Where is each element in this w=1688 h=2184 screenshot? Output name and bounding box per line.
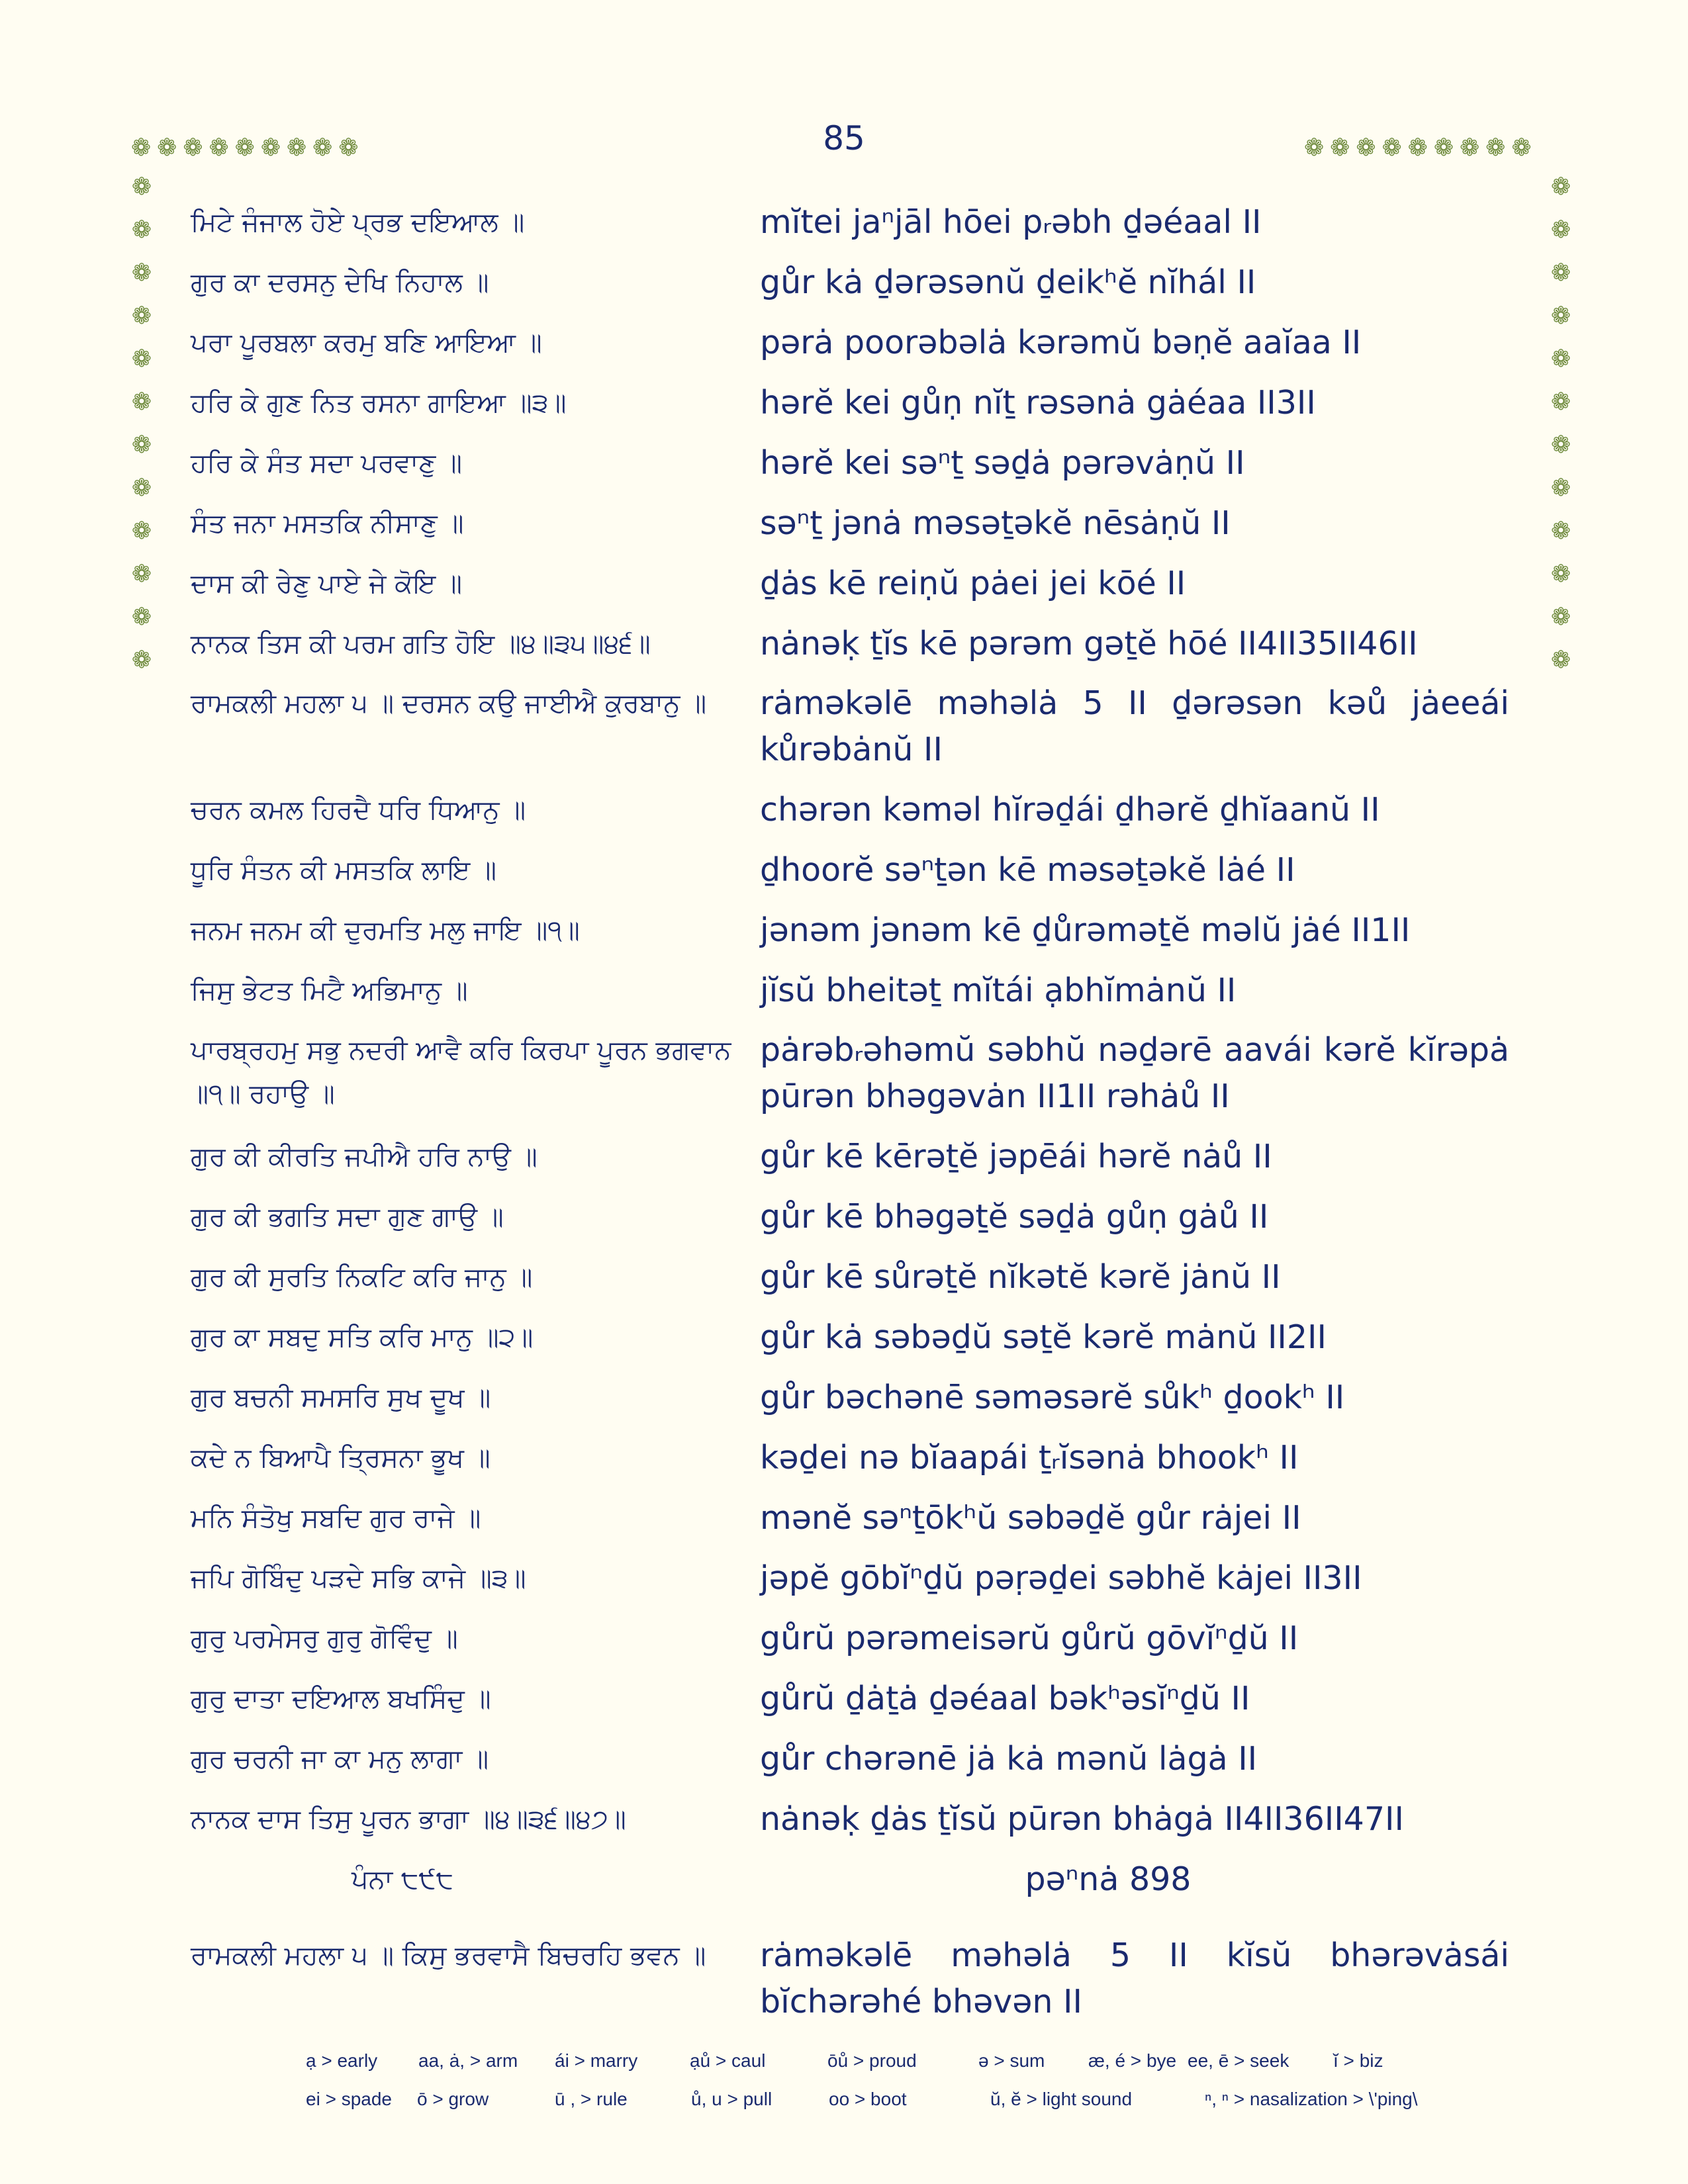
ornament: ❁ [131, 604, 152, 631]
transliteration-line: rȧməkəlē məhəlȧ 5 II kĭsŭ bhərəvȧsái bĭchərəhé bhəvən II [760, 1936, 1509, 2021]
legend-item: ei > spade [306, 2089, 392, 2109]
verse-row [191, 614, 1509, 674]
transliteration-line: gůrŭ pərəmeisərŭ gůrŭ gōvĭⁿḏŭ II [760, 1619, 1299, 1657]
transliteration-line: gůr kē kērəṯĕ jəpēái hərĕ nȧů II [760, 1137, 1272, 1175]
gurmukhi-line: ਗੁਰ ਕੀ ਕੀਰਤਿ ਜਪੀਐ ਹਰਿ ਨਾਉ ॥ [191, 1141, 538, 1172]
transliteration-line: kəḏei nə bĭaapái ṯᵣĭsənȧ bhookʰ II [760, 1438, 1299, 1477]
verse-list [191, 192, 1509, 2032]
ornament: ❁ [131, 388, 152, 416]
gurmukhi-line: ਚਰਨ ਕਮਲ ਹਿਰਦੈ ਧਰਿ ਧਿਆਨੁ ॥ [191, 794, 526, 825]
transliteration-line: jəpĕ gōbĭⁿḏŭ pəṛəḏei səbhĕ kȧjei II3II [760, 1559, 1362, 1597]
ornament: ❁ [1550, 475, 1571, 502]
verse-row [191, 1789, 1509, 1849]
panna-row [191, 1849, 1509, 1910]
verse-row [191, 1247, 1509, 1307]
transliteration-line: pȧrəbᵣəhəmŭ səbhŭ nəḏərē aavái kərĕ kĭrəpȧ pūrən bhəgəvȧn II1II rəhȧů II [760, 1031, 1509, 1115]
legend-item: ŭ, ĕ > light sound [990, 2089, 1133, 2109]
gurmukhi-line: ਜਿਸੁ ਭੇਟਤ ਮਿਟੈ ਅਭਿਮਾਨੁ ॥ [191, 975, 468, 1006]
gurmukhi-line: ਕਦੇ ਨ ਬਿਆਪੈ ਤ੍ਰਿਸਨਾ ਭੂਖ ॥ [191, 1442, 491, 1473]
gurmukhi-line: ਦਾਸ ਕੀ ਰੇਣੁ ਪਾਏ ਜੇ ਕੋਇ ॥ [191, 568, 462, 599]
verse-row [191, 1926, 1509, 2032]
transliteration-line: pərȧ poorəbəlȧ kərəmŭ bəṇĕ aaĭaa II [760, 323, 1362, 361]
verse-row [191, 780, 1509, 840]
ornament: ❁ [1550, 259, 1571, 287]
transliteration-line: chərən kəməl hĭrəḏái ḏhərĕ ḏhĭaanŭ II [760, 790, 1380, 829]
ornament: ❁ [131, 518, 152, 545]
panna-gurmukhi: ਪੰਨਾ ੮੯੮ [351, 1864, 454, 1895]
transliteration-line: gůr kȧ səbəḏŭ səṯĕ kərĕ mȧnŭ II2II [760, 1318, 1327, 1356]
ornament: ❁ [1550, 345, 1571, 373]
verse-row [191, 1548, 1509, 1608]
verse-row [191, 312, 1509, 373]
legend-item: ō > grow [417, 2089, 489, 2109]
gurmukhi-line: ਧੂਰਿ ਸੰਤਨ ਕੀ ਮਸਤਕਿ ਲਾਇ ॥ [191, 854, 496, 886]
verse-row [191, 553, 1509, 614]
transliteration-line: hərĕ kei gůṇ nĭṯ rəsənȧ gȧéaa II3II [760, 383, 1316, 422]
transliteration-line: gůr kȧ ḏərəsənŭ ḏeikʰĕ nĭhál II [760, 263, 1256, 301]
page-number: 85 [823, 119, 865, 158]
verse-row [191, 1488, 1509, 1548]
legend-item: ái > marry [555, 2050, 638, 2071]
legend-row [306, 2080, 1418, 2118]
transliteration-line: mənĕ səⁿṯōkʰŭ səbəḏĕ gůr rȧjei II [760, 1498, 1301, 1537]
legend-item: ōů > proud [827, 2050, 917, 2071]
panna-translit: pəⁿnȧ 898 [1025, 1860, 1192, 1898]
verse-row [191, 1307, 1509, 1367]
legend-item: ů, u > pull [691, 2089, 773, 2109]
gurmukhi-line: ਜਨਮ ਜਨਮ ਕੀ ਦੁਰਮਤਿ ਮਲੁ ਜਾਇ ॥੧॥ [191, 915, 580, 946]
verse-row [191, 433, 1509, 493]
gurmukhi-line: ਮਨਿ ਸੰਤੋਖੁ ਸਬਦਿ ਗੁਰ ਰਾਜੇ ॥ [191, 1502, 481, 1533]
ornament: ❁ [131, 647, 152, 674]
gurmukhi-line: ਹਰਿ ਕੇ ਸੰਤ ਸਦਾ ਪਰਵਾਣੁ ॥ [191, 447, 462, 478]
gurmukhi-line: ਪਰਾ ਪੂਰਬਲਾ ਕਰਮੁ ਬਣਿ ਆਇਆ ॥ [191, 327, 542, 358]
gurmukhi-line: ਮਿਟੇ ਜੰਜਾਲ ਹੋਏ ਪ੍ਰਭ ਦਇਆਲ ॥ [191, 206, 525, 238]
gurmukhi-line: ਗੁਰ ਕੀ ਭਗਤਿ ਸਦਾ ਗੁਣ ਗਾਉ ॥ [191, 1201, 504, 1232]
verse-row [191, 1729, 1509, 1789]
gurmukhi-line: ਗੁਰੁ ਪਰਮੇਸਰੁ ਗੁਰੁ ਗੋਵਿੰਦੁ ॥ [191, 1623, 458, 1654]
ornament: ❁ [1550, 216, 1571, 244]
verse-row [191, 1126, 1509, 1187]
ornament: ❁ [1550, 561, 1571, 588]
transliteration-line: nȧnəḳ ṯĭs kē pərəm gəṯĕ hōé II4II35II46II [760, 624, 1418, 662]
legend-item: ū , > rule [555, 2089, 628, 2109]
ornament: ❁ [1550, 173, 1571, 201]
verse-row [191, 674, 1509, 780]
transliteration-line: jĭsŭ bheitəṯ mĭtái ạbhĭmȧnŭ II [760, 971, 1237, 1009]
ornament: ❁ [131, 259, 152, 287]
transliteration-line: gůr kē sůrəṯĕ nĭkətĕ kərĕ jȧnŭ II [760, 1257, 1281, 1296]
gurmukhi-line: ਨਾਨਕ ਤਿਸ ਕੀ ਪਰਮ ਗਤਿ ਹੋਇ ॥੪॥੩੫॥੪੬॥ [191, 628, 651, 659]
transliteration-line: rȧməkəlē məhəlȧ 5 II ḏərəsən kəů jȧeeái kůrəbȧnŭ II [760, 684, 1509, 768]
transliteration-line: ḏȧs kē reiṇŭ pȧei jei kōé II [760, 564, 1186, 602]
top-left-ornament-row: ❁❁❁❁❁❁❁❁❁ [131, 134, 365, 161]
ornament: ❁ [131, 302, 152, 330]
ornament: ❁ [1550, 604, 1571, 631]
transliteration-line: gůrŭ ḏȧṯȧ ḏəéaal bəkʰəsĭⁿḏŭ II [760, 1679, 1250, 1717]
gurmukhi-line: ਹਰਿ ਕੇ ਗੁਣ ਨਿਤ ਰਸਨਾ ਗਾਇਆ ॥੩॥ [191, 387, 567, 418]
ornament: ❁ [131, 432, 152, 459]
transliteration-line: jənəm jənəm kē ḏůrəməṯĕ məlŭ jȧé II1II [760, 911, 1411, 949]
verse-row [191, 840, 1509, 900]
pronunciation-legend [306, 2042, 1418, 2118]
verse-row [191, 1021, 1509, 1126]
verse-row [191, 1608, 1509, 1668]
transliteration-line: mĭtei jaⁿjāl hōei pᵣəbh ḏəéaal II [760, 203, 1262, 241]
legend-item: ạů > caul [690, 2050, 766, 2071]
legend-item: ee, ē > seek [1188, 2050, 1289, 2071]
transliteration-line: nȧnəḳ ḏȧs ṯĭsŭ pūrən bhȧgȧ II4II36II47II [760, 1799, 1404, 1838]
verse-row [191, 1187, 1509, 1247]
transliteration-line: gůr kē bhəgəṯĕ səḏȧ gůṇ gȧů II [760, 1197, 1269, 1236]
transliteration-line: hərĕ kei səⁿṯ səḏȧ pərəvȧṇŭ II [760, 443, 1245, 482]
gurmukhi-line: ਗੁਰ ਕਾ ਦਰਸਨੁ ਦੇਖਿ ਨਿਹਾਲ ॥ [191, 267, 489, 298]
transliteration-line: gůr chərənē jȧ kȧ mənŭ lȧgȧ II [760, 1739, 1258, 1778]
ornament: ❁ [131, 345, 152, 373]
ornament: ❁ [1550, 518, 1571, 545]
legend-item: æ, é > bye [1088, 2050, 1177, 2071]
transliteration-line: ḏhoorĕ səⁿṯən kē məsəṯəkĕ lȧé II [760, 850, 1295, 889]
transliteration-line: səⁿṯ jənȧ məsəṯəkĕ nēsȧṇŭ II [760, 504, 1231, 542]
verse-row [191, 900, 1509, 960]
gurmukhi-line: ਗੁਰ ਚਰਨੀ ਜਾ ਕਾ ਮਨੁ ਲਾਗਾ ॥ [191, 1743, 489, 1774]
verse-row [191, 252, 1509, 312]
ornament: ❁ [131, 475, 152, 502]
gurmukhi-line: ਗੁਰੁ ਦਾਤਾ ਦਇਆਲ ਬਖਸਿੰਦੁ ॥ [191, 1683, 491, 1714]
ornament: ❁ [1550, 388, 1571, 416]
gurmukhi-line: ਜਪਿ ਗੋਬਿੰਦੁ ਪੜਦੇ ਸਭਿ ਕਾਜੇ ॥੩॥ [191, 1563, 526, 1594]
legend-item: aa, ȧ, > arm [418, 2050, 518, 2071]
legend-item: ⁿ, ⁿ > nasalization > \'ping\ [1205, 2089, 1418, 2109]
gurmukhi-line: ਗੁਰ ਕਾ ਸਬਦੁ ਸਤਿ ਕਰਿ ਮਾਨੁ ॥੨॥ [191, 1322, 534, 1353]
ornament: ❁ [131, 216, 152, 244]
gurmukhi-line: ਗੁਰ ਕੀ ਸੁਰਤਿ ਨਿਕਟਿ ਕਰਿ ਜਾਨੁ ॥ [191, 1261, 533, 1293]
gurmukhi-line: ਗੁਰ ਬਚਨੀ ਸਮਸਰਿ ਸੁਖ ਦੂਖ ॥ [191, 1382, 491, 1413]
verse-row [191, 1367, 1509, 1428]
left-ornament-column [128, 165, 155, 682]
legend-row [306, 2042, 1418, 2080]
top-right-ornament-row: ❁❁❁❁❁❁❁❁❁ [1304, 134, 1538, 161]
verse-row [191, 960, 1509, 1021]
legend-item: oo > boot [829, 2089, 907, 2109]
gurmukhi-line: ਸੰਤ ਜਨਾ ਮਸਤਕਿ ਨੀਸਾਣੁ ॥ [191, 508, 464, 539]
ornament: ❁ [1550, 432, 1571, 459]
verse-row [191, 373, 1509, 433]
ornament: ❁ [131, 173, 152, 201]
legend-item: ə > sum [978, 2050, 1045, 2071]
gurmukhi-line: ਰਾਮਕਲੀ ਮਹਲਾ ੫ ॥ ਦਰਸਨ ਕਉ ਜਾਈਐ ਕੁਰਬਾਨੁ ॥ [191, 688, 707, 719]
verse-row [191, 1668, 1509, 1729]
verse-row [191, 1428, 1509, 1488]
legend-item: ạ > early [306, 2050, 378, 2071]
ornament: ❁ [1550, 302, 1571, 330]
verse-row [191, 192, 1509, 252]
right-ornament-column [1548, 165, 1574, 682]
ornament: ❁ [131, 561, 152, 588]
gurmukhi-line: ਰਾਮਕਲੀ ਮਹਲਾ ੫ ॥ ਕਿਸੁ ਭਰਵਾਸੈ ਬਿਚਰਹਿ ਭਵਨ ॥ [191, 1940, 706, 1971]
legend-item: ĭ > biz [1333, 2050, 1383, 2071]
gurmukhi-line: ਪਾਰਬ੍ਰਹਮੁ ਸਭੁ ਨਦਰੀ ਆਵੈ ਕਰਿ ਕਿਰਪਾ ਪੂਰਨ ਭਗਵਾਨ ॥੧॥ ਰਹਾਉ ॥ [191, 1035, 731, 1109]
transliteration-line: gůr bəchənē səməsərĕ sůkʰ ḏookʰ II [760, 1378, 1345, 1416]
ornament: ❁ [1550, 647, 1571, 674]
gurmukhi-line: ਨਾਨਕ ਦਾਸ ਤਿਸੁ ਪੂਰਨ ਭਾਗਾ ॥੪॥੩੬॥੪੭॥ [191, 1803, 626, 1835]
verse-row [191, 493, 1509, 553]
